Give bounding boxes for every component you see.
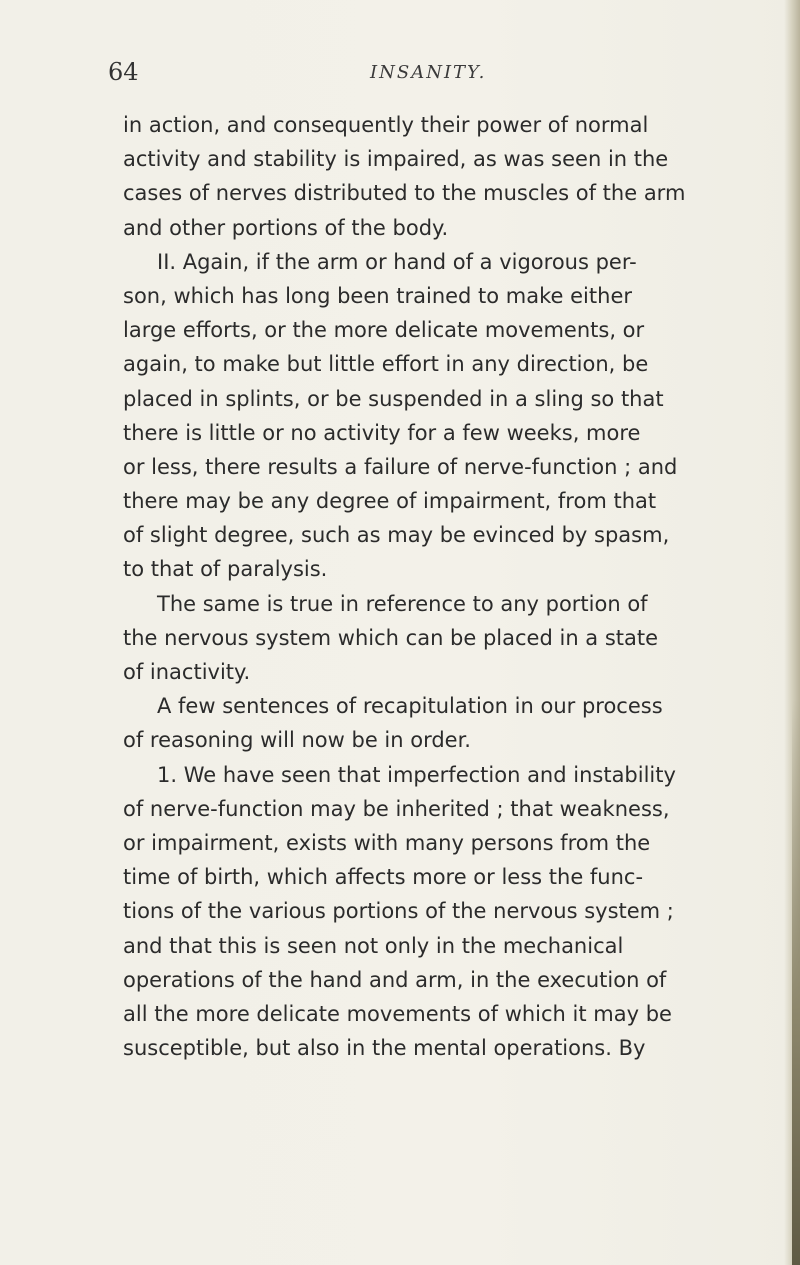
text-line: of nerve-function may be inherited ; that weakness, — [123, 796, 670, 821]
text-line: or less, there results a failure of nerve-function ; and — [123, 454, 678, 479]
text-line: A few sentences of recapitulation in our process — [157, 694, 663, 719]
text-line: time of birth, which affects more or less the func- — [123, 865, 644, 890]
text-line: to that of paralysis. — [123, 557, 328, 582]
text-line: placed in splints, or be suspended in a sling so that — [123, 386, 664, 411]
running-head: INSANITY. — [370, 62, 487, 83]
page-header — [0, 58, 800, 94]
body-text — [123, 108, 771, 1065]
text-line: again, to make but little effort in any direction, be — [123, 352, 649, 377]
text-line: or impairment, exists with many persons from the — [123, 830, 651, 855]
text-line: of reasoning will now be in order. — [123, 728, 471, 753]
text-line: susceptible, but also in the mental operations. By — [123, 1036, 646, 1061]
text-line: 1. We have seen that imperfection and instability — [157, 762, 676, 787]
text-line: activity and stability is impaired, as was seen in the — [123, 147, 669, 172]
text-line: The same is true in reference to any portion of — [157, 591, 648, 616]
text-line: tions of the various portions of the nervous system ; — [123, 899, 674, 924]
page-edge-dark-band — [792, 700, 800, 1265]
text-line: and other portions of the body. — [123, 215, 449, 240]
text-line: there may be any degree of impairment, from that — [123, 489, 657, 514]
text-line: and that this is seen not only in the mechanical — [123, 933, 624, 958]
text-line: II. Again, if the arm or hand of a vigorous per- — [157, 249, 637, 274]
text-line: in action, and consequently their power of normal — [123, 113, 649, 137]
text-line: operations of the hand and arm, in the execution of — [123, 967, 667, 992]
text-line: of inactivity. — [123, 660, 251, 684]
text-line: all the more delicate movements of which it may be — [123, 1001, 672, 1026]
page-number: 64 — [108, 58, 139, 86]
text-line: cases of nerves distributed to the muscles of the arm — [123, 181, 686, 206]
text-line: of slight degree, such as may be evinced by spasm, — [123, 523, 670, 548]
text-line: the nervous system which can be placed in a state — [123, 625, 659, 650]
text-line: son, which has long been trained to make either — [123, 283, 632, 308]
text-line: large efforts, or the more delicate movements, or — [123, 318, 645, 343]
text-line: there is little or no activity for a few weeks, more — [123, 420, 641, 445]
